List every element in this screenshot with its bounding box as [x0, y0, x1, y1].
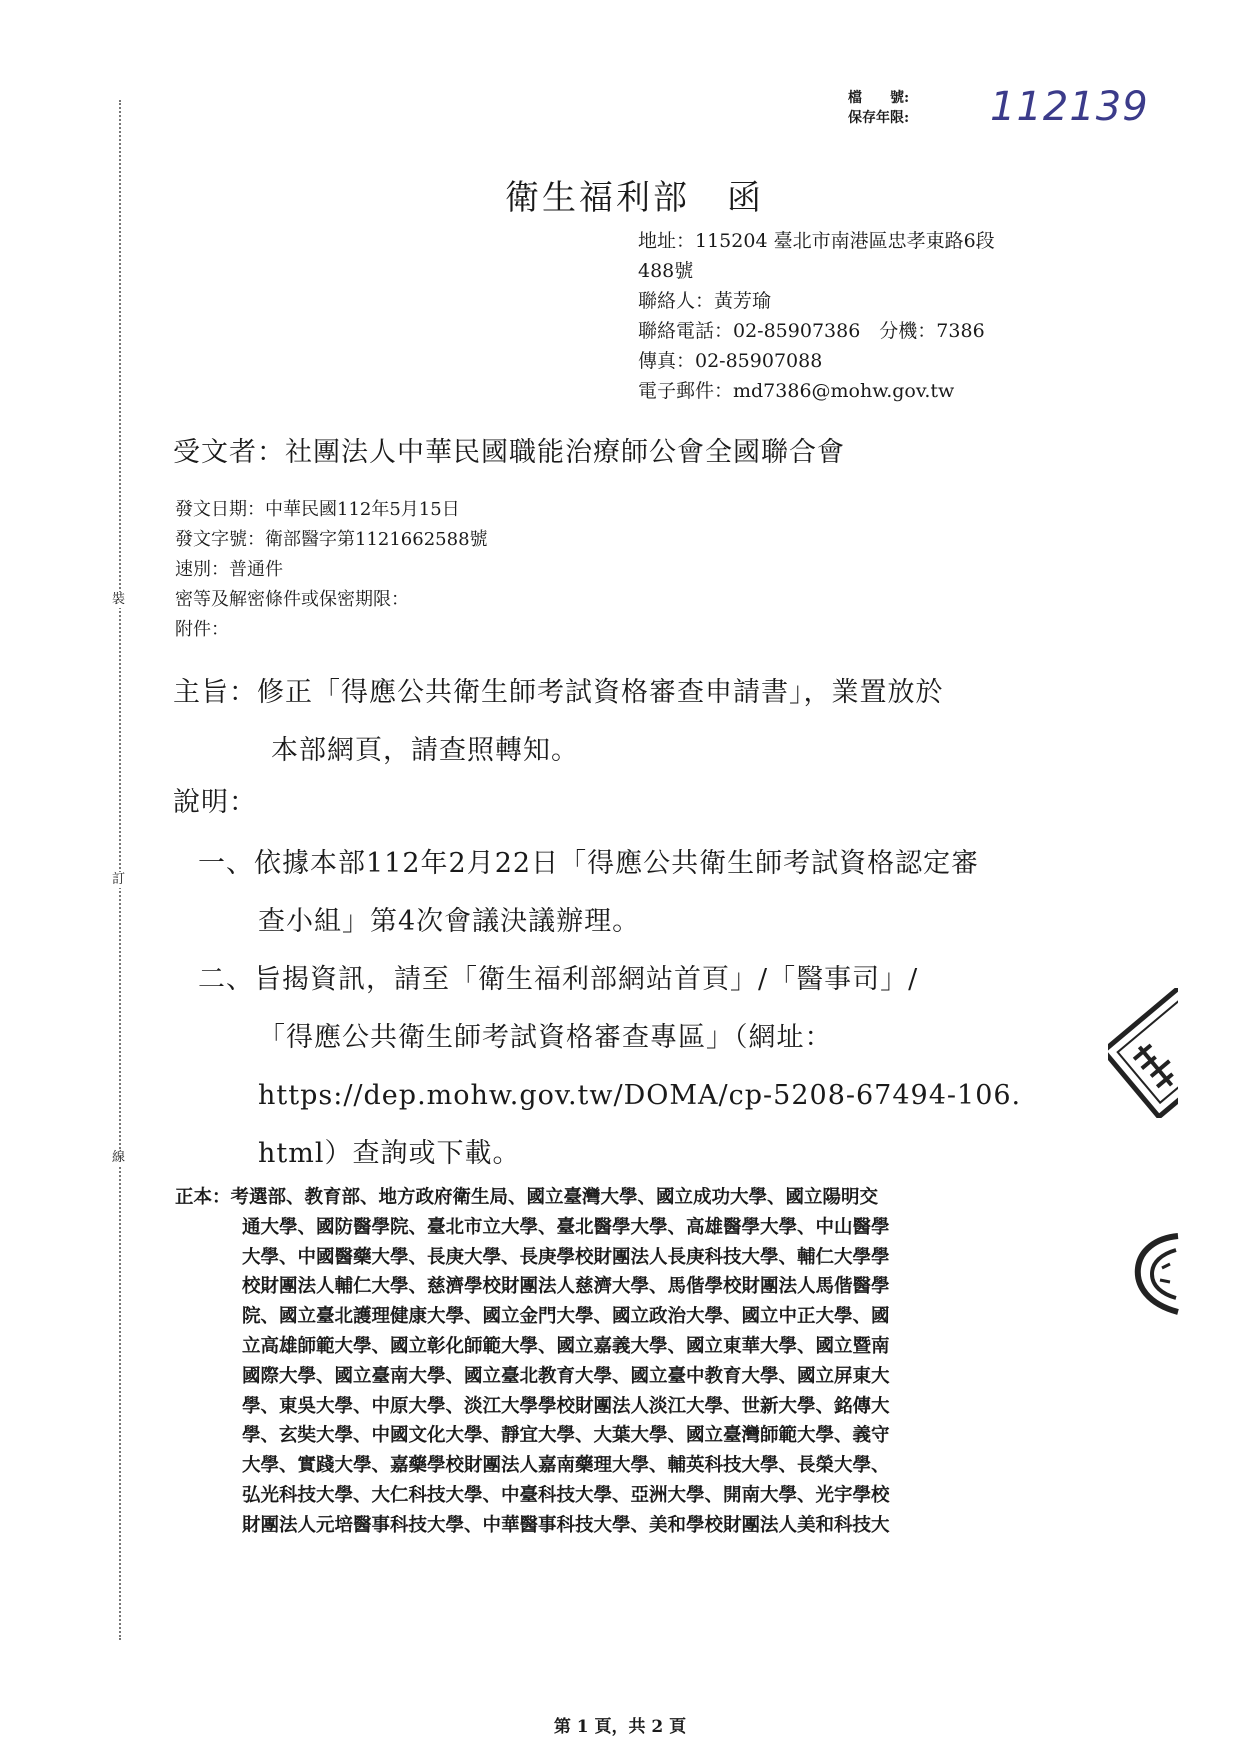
issue-info	[175, 495, 488, 645]
cc-line: 正本：考選部、教育部、地方政府衛生局、國立臺灣大學、國立成功大學、國立陽明交	[175, 1187, 879, 1208]
cc-line: 學、玄奘大學、中國文化大學、靜宜大學、大葉大學、國立臺灣師範大學、義守	[242, 1425, 890, 1447]
cc-line: 大學、實踐大學、嘉藥學校財團法人嘉南藥理大學、輔英科技大學、長榮大學、	[242, 1455, 890, 1477]
address-line-2: 488號	[638, 260, 694, 282]
cc-line: 校財團法人輔仁大學、慈濟學校財團法人慈濟大學、馬偕學校財團法人馬偕醫學	[242, 1276, 890, 1298]
binding-mark-xian: 線	[112, 1150, 126, 1165]
contact-block	[638, 226, 995, 406]
subject-line-2: 本部網頁，請查照轉知。	[271, 735, 579, 766]
item1-line-2: 查小組」第4次會議決議辦理。	[258, 906, 641, 937]
address-line-1: 地址：115204 臺北市南港區忠孝東路6段	[638, 230, 995, 252]
binding-dotted-line	[119, 100, 121, 1640]
explanation-items	[198, 835, 1021, 1183]
cc-line: 弘光科技大學、大仁科技大學、中臺科技大學、亞洲大學、開南大學、光宇學校	[242, 1484, 890, 1506]
item2-line-4: html）查詢或下載。	[258, 1138, 521, 1169]
binding-mark-zhuang: 裝	[112, 592, 126, 607]
cc-line: 立高雄師範大學、國立彰化師範大學、國立嘉義大學、國立東華大學、國立暨南	[242, 1335, 890, 1357]
subject	[173, 664, 944, 780]
received-stamp	[1108, 988, 1178, 1118]
distribution-list	[175, 1183, 890, 1541]
issue-date: 發文日期：中華民國112年5月15日	[175, 499, 460, 520]
contact-phone: 聯絡電話：02-85907386 分機：7386	[638, 320, 985, 342]
item2-line-1: 二、旨揭資訊，請至「衛生福利部網站首頁」/「醫事司」/	[198, 964, 919, 995]
binding-mark-ding: 訂	[112, 872, 126, 887]
retention-period-label: 保存年限:	[848, 110, 910, 126]
subject-line-1: 主旨：修正「得應公共衛生師考試資格審查申請書」，業置放於	[173, 677, 944, 708]
item2-url: https://dep.mohw.gov.tw/DOMA/cp-5208-67494-106.	[258, 1080, 1022, 1111]
cc-line: 院、國立臺北護理健康大學、國立金門大學、國立政治大學、國立中正大學、國	[242, 1306, 890, 1328]
cc-line: 大學、中國醫藥大學、長庚大學、長庚學校財團法人長庚科技大學、輔仁大學學	[242, 1246, 890, 1268]
cc-line: 學、東吳大學、中原大學、淡江大學學校財團法人淡江大學、世新大學、銘傳大	[242, 1395, 890, 1417]
secrecy-level: 密等及解密條件或保密期限：	[175, 589, 409, 610]
item2-line-2: 「得應公共衛生師考試資格審查專區」（網址：	[258, 1022, 833, 1053]
contact-person: 聯絡人：黃芳瑜	[638, 290, 772, 312]
handwritten-archive-number: 112139	[990, 84, 1149, 130]
contact-fax: 傳真：02-85907088	[638, 350, 823, 372]
page-footer: 第 1 頁，共 2 頁	[553, 1717, 687, 1737]
issue-number: 發文字號：衛部醫字第1121662588號	[175, 529, 488, 550]
explanation-label: 說明：	[173, 787, 257, 818]
document-title: 衛生福利部 函	[505, 178, 764, 218]
attachments: 附件：	[175, 619, 229, 640]
seal-stamp	[1132, 1228, 1180, 1320]
cc-line: 國際大學、國立臺南大學、國立臺北教育大學、國立臺中教育大學、國立屏東大	[242, 1365, 890, 1387]
archive-meta	[848, 88, 909, 128]
item1-line-1: 一、依據本部112年2月22日「得應公共衛生師考試資格認定審	[198, 848, 980, 879]
contact-email: 電子郵件：md7386@mohw.gov.tw	[638, 380, 955, 402]
cc-line: 財團法人元培醫事科技大學、中華醫事科技大學、美和學校財團法人美和科技大	[242, 1514, 890, 1536]
cc-line: 通大學、國防醫學院、臺北市立大學、臺北醫學大學、高雄醫學大學、中山醫學	[242, 1216, 890, 1238]
recipient: 受文者：社團法人中華民國職能治療師公會全國聯合會	[173, 437, 845, 468]
delivery-speed: 速別：普通件	[175, 559, 283, 580]
archive-number-label: 檔 號:	[848, 90, 910, 106]
